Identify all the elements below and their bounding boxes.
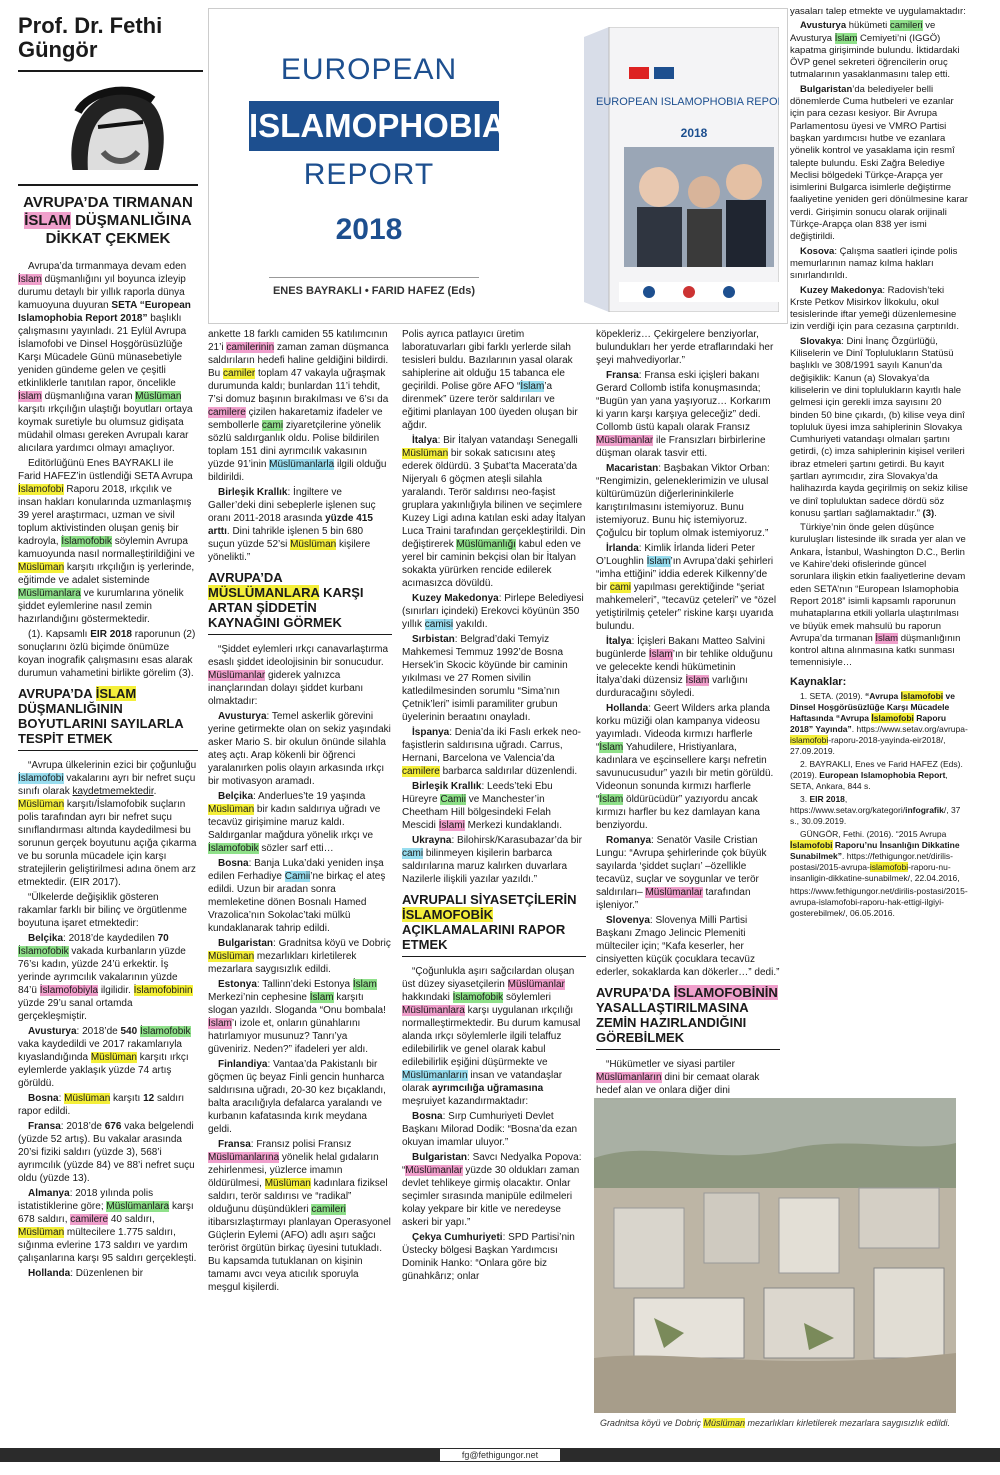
paragraph: Ukrayna: Bilohirsk/Karasubazar’da bir cami bilinmeyen kişilerin barbarca saldırılarına maruz kalırken duvarlara Nazilerle ilişkili yazılar yazıldı.” [402, 835, 582, 885]
section-heading: AVRUPALI SİYASETÇİLERİN İSLAMOFOBİK AÇIKLAMALARINI RAPOR ETMEK [402, 892, 586, 957]
paragraph: Kuzey Makedonya: Pirlepe Belediyesi (sınırları içindeki) Erekovci köyünün 350 yıllık camisi yakıldı. [402, 593, 584, 630]
report-cover [208, 8, 788, 324]
paragraph: Avusturya: Temel askerlik görevini yerine getirmekte olan on sekiz yaşındaki asker Mario S. bir okulun önünde silahla ateş açtı. Arap kökenli bir öğrenci yaralanırken polis olayın arkasında ırkçı bir motivasyon aramadı. [208, 711, 391, 787]
paragraph: Kosova: Çalışma saatleri içinde polis memurlarının namaz kılma hakları sınırlandırıldı. [790, 245, 958, 282]
paragraph: İtalya: İçişleri Bakanı Matteo Salvini bugünlerde İslam’ın bir tehlike olduğunu ve gelecekte kendi hükümetinin İtalya’daki düzensiz İslam varlığını durduracağını söyledi. [596, 636, 773, 699]
reference-item: 3. EIR 2018, https://www.setav.org/kategori/infografik/, 37 s., 30.09.2019. [790, 794, 961, 827]
references-title: Kaynaklar: [790, 675, 847, 688]
column-3 [402, 328, 586, 1433]
paragraph: Fransa: 2018’de 676 vaka belgelendi (yüzde 52 artış). Bu vakalar arasında 20’si fiziki saldırı (yüzde 3), 568’i ayrımcılık (yüzde 84) ve 88’i nefret suçu oldu (yüzde 13). [18, 1121, 195, 1184]
paragraph: Avusturya: 2018’de 540 İslamofobik vaka kaydedildi ve 2017 rakamlarıyla kıyaslandığında Müslüman karşıtı ırkçı eylemlerde yaklaşık yüzde 74 artış görüldü. [18, 1026, 191, 1089]
paragraph: Sırbistan: Belgrad’daki Temyiz Mahkemesi Temmuz 1992’de Bosna Hersek’in Skocic köyünde bir caminin yıkılması ve 27 Romen sivilin katledilmesinden sorumlu “Sima’nın Çetnik’leri” isimli paramiliter grubun üyelerinin beraatını onayladı. [402, 634, 568, 723]
reference-item: https://www.fethigungor.net/dirilis-postasi/2015-avrupa-islamofobi-raporu-hak-ettigi-ilgiyi-gosterebilmek/, 06.05.2016. [790, 886, 968, 919]
paragraph: İspanya: Denia’da iki Faslı erkek neo-faşistlerin saldırısına uğradı. Carrus, Hernani, Barcelona ve Valencia’da camilere barbarca saldırılar düzenlendi. [402, 727, 581, 777]
paragraph: Editörlüğünü Enes BAYRAKLI ile Farid HAFEZ’in üstlendiği SETA Avrupa İslamofobi Raporu 2018, ırkçılık ve insan hakları konularında uzmanlaşmış 39 yerel araştırmacı, uzman ve sivil toplum aktivistinden oluşan geniş bir kadroyla, İslamofobik söylemin Avrupa kamuoyunda nasıl normalleştirildiğini ve Müslüman karşıtı ırkçılığın iş yerlerinde, eğitimde ve adalet sisteminde Müslümanlara ve kurumlarına yönelik şiddet eylemlerine nasıl zemin hazırlandığını göstermektedir. [18, 458, 195, 625]
column-4 [596, 328, 780, 1096]
paragraph: Bulgaristan’da belediyeler belli dönemlerde Cuma hutbeleri ve ezanlar için para cezası kesiyor. Bir Avrupa Parlamentosu üyesi ve VMRO Partisi başkan yardımcısı hutbe ve ezanlara yönelik kontrol ve yasaklama için resmî talepte bulundu. Eski Zağra Belediye Meclisi bölgedeki Türkçe-Arapça yer isimlerini Bulgarca isimlerle değiştirme faaliyetine yeniden geri dönülmesine karar verdi. Girişimin sonucu olarak orijinali Türkçe-Arapça olan 838 yer ismi değiştirildi. [790, 83, 968, 243]
paragraph: “Hükümetler ve siyasi partiler Müslümanların dini bir cemaat olarak hedef alan ve onlara diğer dini [596, 1059, 760, 1096]
paragraph: Hollanda: Düzenlenen bir [28, 1268, 144, 1279]
paragraph: Avusturya hükümeti camileri ve Avusturya İslam Cemiyeti’ni (IGGÖ) kapatma girişiminde bulundu. İktidardaki ÖVP genel sekreteri öğrencilerin oruç tutmalarının yasaklanmasını talep etti. [790, 20, 960, 81]
paragraph: “Ülkelerde değişiklik gösteren rakamlar farklı bir bilinç ve örgütlenme boyutuna işaret etmektedir: [18, 892, 187, 929]
cover-title-line2: ISLAMOPHOBIA [249, 101, 499, 151]
paragraph: Fransa: Fransız polisi Fransız Müslümanlarına yönelik helal gıdaların zehirlenmesi, yüzlerce imamın öldürülmesi, Müslüman kadınlara fiziksel saldırı, terör saldırısı ve “radikal” olduğunu düşündükleri camileri itibarsızlaştırmayı planlayan Operasyonel Güçlerin Eylemi (AFO) adlı aşırı sağcı terörist örgütün birkaç üyesini tutukladı. Bu kapsamda tutuklanan on kişinin tamamı avcı veya atıcılık sporuyla meşgul kişilerdi. [208, 1139, 391, 1293]
section-heading: AVRUPA’DA İSLAM DÜŞMANLIĞININ BOYUTLARINI SAYILARLA TESPİT ETMEK [18, 686, 198, 751]
paragraph: Avrupa’da tırmanmaya devam eden İslam düşmanlığını yıl boyunca izleyip durumu detaylı bir yıllık raporla dünya kamuoyuna duyuran SETA “European Islamophobia Report 2018” başlıklı çalışmasını yayınladı. 21 Eylül Avrupa İslamofobi ve Dinsel Hoşgörüsüzlüğe Karşı Mücadele Günü münasebetiyle yeniden gündeme gelen ve çeşitli etkinliklerle tanıtılan rapor, öncelikle İslam düşmanlığına varan Müslüman karşıtı ırkçılığın ulaştığı boyutları ortaya koymak suretiyle bu olumsuz gidişata müdahil olması gereken Avrupalı karar alıcılara yardımcı olmayı amaçlıyor. [18, 261, 193, 454]
author-portrait [18, 70, 203, 170]
book-title-text: EUROPEAN ISLAMOPHOBIA REPORT [595, 96, 779, 108]
main-headline: AVRUPA’DA TIRMANAN İSLAM DÜŞMANLIĞINA DİKKAT ÇEKMEK [18, 184, 198, 252]
cemetery-photo [594, 1098, 956, 1413]
paragraph: Slovenya: Slovenya Milli Partisi Başkanı Zmago Jelincic Plemeniti mülteciler için; “Kafa keserler, her cinsiyetten küçük çocuklara tecavüz ederler, sokaklarda kan dökerler…” dedi.” [596, 915, 780, 978]
column-2 [208, 328, 392, 1433]
book-year-text: 2018 [680, 126, 708, 140]
paragraph: Romanya: Senatör Vasile Cristian Lungu: “Avrupa şehirlerinde çok büyük sayılarda ‘şiddet suçları’ –özellikle tecavüz, suçlar ve soygunlar ve terör saldırıları– Müslümanlar tarafından işleniyor.” [596, 835, 767, 911]
section-heading: AVRUPA’DA MÜSLÜMANLARA KARŞI ARTAN ŞİDDETİN KAYNAĞINI GÖRMEK [208, 570, 392, 635]
column-1 [18, 178, 198, 1433]
cover-year: 2018 [335, 213, 403, 246]
column-5 [790, 6, 968, 1094]
paragraph: Polis ayrıca patlayıcı üretim laboratuvarları gibi farklı yerlerde silah tesisleri buldu. Bazılarının yasal olarak sahiplerine ait olduğu 15 tabanca ele geçirildi. Polise göre AFO “İslam’a direnmek” üzere terör saldırıları ve eğitimi planlayan 100 üyeden oluşan bir ağdır. [402, 329, 578, 431]
footer [0, 1440, 1000, 1475]
cover-title-line3: REPORT [303, 158, 435, 191]
paragraph: ankette 18 farklı camiden 55 katılımcının 21’i camilerinin zaman zaman düşmanca saldırıların hedefi haline geldiğini bildirdi. Bu camiler toplam 47 vakayla uğraşmak durumunda kaldı; bunlardan 11’i tehdit, 7’si domuz başının bırakılması ve 6’sı da camilere çizilen hakaretamiz ifadeler ve sembollerle cami ziyaretçilerine yönelik sözlü saldırganlık oldu. Polise bildirilen toplam 151 dini ayrımcılık vakasının yüzde 91’inin Müslümanlarla ilgili olduğu bildirildi. [208, 329, 389, 483]
paragraph: Fransa: Fransa eski içişleri bakanı Gerard Collomb istifa konuşmasında; “Bugün yan yana yaşıyoruz… Korkarım ki yarın karşı karşıya geleceğiz” dedi. Collomb üstü kapalı olarak Fransız Müslümanlar ile Fransızları birbirlerine düşman olarak tasvir etti. [596, 370, 771, 459]
paragraph: Kuzey Makedonya: Radovish’teki Krste Petkov Misirkov İlkokulu, okul tesislerinde iftar yemeği düzenlemesine izin verdiği için para cezasına çarptırıldı. [790, 284, 959, 333]
reference-item: GÜNGÖR, Fethi. (2016). “2015 Avrupa İslamofobi Raporu’nu İnsanlığın Dikkatine Sunabilmek”. https://fethigungor.net/dirilis-postasi/2015-avrupa-islamofobi-raporu-nu-insanligin-dikkatine-sunabilmek/, 22.04.2016, [790, 829, 960, 884]
section-heading: AVRUPA’DA İSLAMOFOBİNİN YASALLAŞTIRILMASINA ZEMİN HAZIRLANDIĞINI GÖREBİLMEK [596, 985, 780, 1050]
paragraph: Slovakya: Dini İnanç Özgürlüğü, Kiliselerin ve Dinî Toplulukların Statüsü başlıklı ve 308/1991 sayılı Kanun’da değişiklik: Kanun (a) Slovakya’da kiliselerin ve dini toplulukların kayıtlı hale gelmesi için gerekli imza sayısını 20 binden 50 bine çıkardı, (b) kilise veya dinî topluluk üyesi imza sahiplerinin Slovakya Cumhuriyeti vatandaşı olmaları şartını getirdi, (c) imza sahiplerinin kişisel verileri ibraz etmeleri şartını getirdi. Bu kayıt şartları ayrımcıdır, zira Slovakya’da halihazırda kayda geçirilmiş on sekiz kilise ve dinî topluluktan sadece dördü söz konusu şartları sağlamaktadır.” (3). [790, 335, 968, 519]
paragraph: “Şiddet eylemleri ırkçı canavarlaştırma esaslı şiddet ideolojisinin bir sonucudur. Müslümanlar giderek yalnızca inançlarından dolayı şiddet kurbanı olmaktadır: [208, 644, 389, 707]
paragraph: İtalya: Bir İtalyan vatandaşı Senegalli Müslüman bir sokak satıcısını ateş ederek öldürdü. 3 Şubat’ta Macerata’da Nijeryalı 6 göçmen ateşli silahla yaralandı. Terör saldırısı neo-faşist gruplara yakınlığıyla bilinen ve seçimlere Kuzey Ligi adına katılan eski aday İtalyan Luca Traini tarafından gerçekleştirildi. Din değiştirerek Müslümanlığı kabul eden ve yerel bir caminin bekçisi olan bir İtalyan sokakta yürürken rencide edilerek acımasızca dövüldü. [402, 435, 586, 589]
paragraph: Almanya: 2018 yılında polis istatistiklerine göre; Müslümanlara karşı 678 saldırı, camilere 40 saldırı, Müslüman mültecilere 1.775 saldırı, sığınma evlerine 173 saldırı ve yardım çalışanlarına karşı 95 saldırı gerçekleşti. [18, 1188, 197, 1264]
paragraph: Çekya Cumhuriyeti: SPD Partisi’nin Üstecky bölgesi Başkan Yardımcısı Dominik Hanko: “Onlara göre biz günahkârız; onlar [402, 1232, 575, 1282]
paragraph: Finlandiya: Vantaa’da Pakistanlı bir göçmen üç beyaz Finli gencin hunharca saldırısına uğradı, 20-30 kez bıçaklandı, balta aracılığıyla defalarca yaralandı ve kurbanın kafatasında kırık meydana geldi. [208, 1059, 386, 1135]
paragraph: Belçika: 2018’de kaydedilen 70 İslamofobik vakada kurbanların yüzde 76’sı kadın, yüzde 24’ü erkektir. İş yerinde ayrımcılık vakalarının yüzde 84’ü İslamofobiyla ilgilidir. İslamofobinin yüzde 29’u sanal ortamda gerçekleşmiştir. [18, 933, 193, 1022]
paragraph: (1). Kapsamlı EIR 2018 raporunun (2) sonuçlarını özlü biçimde önümüze koyan inografik çalışmasını esas alarak durumun vahametini birlikte görelim (3). [18, 629, 196, 679]
photo-caption: Gradnitsa köyü ve Dobriç Müslüman mezarlıkları kirletilerek mezarlara saygısızlık edildi. [599, 1418, 951, 1428]
paragraph: Birleşik Krallık: Leeds’teki Ebu Hüreyre Camii ve Manchester’in Cheetham Hill bölgesindeki Felah Mescidi İslami Merkezi kundaklandı. [402, 781, 563, 831]
paragraph: köpekleriz… Çekirgelere benziyorlar, bulundukları her yerde etraflarındaki her şeyi mahvediyorlar.” [596, 329, 774, 366]
paragraph: Türkiye’nin önde gelen düşünce kuruluşları listesinde ilk sırada yer alan ve Ankara, İstanbul, Washington D.C., Berlin ve Kahire’deki ofislerinde güncel sorunlara ilişkin etkin faaliyetlerine devam eden SETA’nın “European Islamophobia Report 2018” isimli kapsamlı raporunun muhataplarına etkili yollarla ulaştırılması ve büyük emek mahsulü bu raporun Avrupa’da tırmanan İslam düşmanlığının kontrol altına alınmasına katkı sunması temennisiyle… [790, 522, 966, 669]
reference-item: 2. BAYRAKLI, Enes ve Farid HAFEZ (Eds). (2019). European Islamophobia Report, SETA, Ankara, 844 s. [790, 759, 963, 792]
cover-editors: ENES BAYRAKLI • FARID HAFEZ (Eds) [269, 277, 479, 298]
paragraph: Macaristan: Başbakan Viktor Orban: “Rengimizin, geleneklerimizin ve ulusal kültürümüzün diğerlerininkilerle karıştırılmasını istemiyoruz. Bunu istemiyoruz. Bunu hiç istemiyoruz. Çoğulcu bir toplum olmak istemiyoruz.” [596, 463, 770, 539]
paragraph: Bosna: Müslüman karşıtı 12 saldırı rapor edildi. [18, 1093, 185, 1117]
paragraph: Bulgaristan: Savcı Nedyalka Popova: “Müslümanlar yüzde 30 oldukları zaman devlet tehlikeye girmiş olacaktır. Onlar seçimler sırasında manipüle edilmeleri kolay yekpare bir kitle ve neredeyse askeri bir yapı.” [402, 1152, 582, 1228]
paragraph: Bulgaristan: Gradnitsa köyü ve Dobriç Müslüman mezarlıkları kirletilerek mezarlara saygısızlık edildi. [208, 938, 391, 975]
footer-email[interactable]: fg@fethigungor.net [440, 1449, 560, 1461]
paragraph: “Çoğunlukla aşırı sağcılardan oluşan üst düzey siyasetçilerin Müslümanlar hakkındaki İslamofobik söylemleri Müslümanlara karşı uygulanan ırkçılığı normalleştirmektedir. Bu durum kamusal alanda ırkçı söylemlerle ilgili telaffuz edilebilirlik ve genel olarak kabul edilebilirlik eşiğini düşürmekte ve Müslümanların insan ve vatandaşlar olarak ayrımcılığa uğramasına meşruiyet kazandırmaktadır: [402, 966, 581, 1107]
paragraph: Belçika: Anderlues’te 19 yaşında Müslüman bir kadın saldırıya uğradı ve tecavüz girişimine maruz kaldı. Saldırganlar mağdura yönelik ırkçı ve İslamofobik sözler sarf etti… [208, 791, 381, 854]
author-name: Prof. Dr. Fethi Güngör [18, 13, 163, 62]
paragraph: İrlanda: Kimlik İrlanda lideri Peter O’Loughlin İslam’ın Avrupa’daki şehirleri “imha ettiğini” iddia ederek Kilkenny’de bir cami yapılması gerektiğinde “şeriat mahkemeleri”, “tecavüz çeteleri” ve “özel yetiştirilmiş çeteler” riskine karşı uyarıda bulundu. [596, 543, 777, 632]
book-image [569, 27, 779, 312]
reference-item: 1. SETA. (2019). “Avrupa İslamofobi ve Dinsel Hoşgörüsüzlüğe Karşı Mücadele Haftasında “Avrupa İslamofobi Raporu 2018” Yayında”. https://www.setav.org/avrupa-islamofobi-raporu-2018-yayinda-eir2018/, 27.09.2019. [790, 691, 968, 757]
paragraph: Bosna: Banja Luka’daki yeniden inşa edilen Ferhadiye Camii’ne birkaç el ateş edildi. Uzun bir aradan sonra memleketine dönen Bosnalı Hamed Vrazolica’nın Sokolac’taki mülkü kundaklanarak tahrip edildi. [208, 858, 386, 934]
paragraph: Estonya: Tallinn’deki Estonya İslam Merkezi’nin cephesine İslam karşıtı slogan yazıldı. Sloganda “Onu bombala! İslam’ı izole et, onların günahlarını hatırlamıyor musunuz? Tanrı’ya güveniriz. Neden?” ifadeleri yer aldı. [208, 979, 386, 1055]
cover-title-line1: EUROPEAN [280, 53, 458, 86]
paragraph: Bosna: Sırp Cumhuriyeti Devlet Başkanı Milorad Dodik: “Bosna’da ezan okuyan imamlar uluyor.” [402, 1111, 578, 1148]
paragraph: yasaları talep etmekte ve uygulamaktadır: [790, 6, 966, 17]
paragraph: Birleşik Krallık: İngiltere ve Galler’deki dini sebeplerle işlenen suç oranı 2011-2018 arasında yüzde 415 arttı. Dini tahrikle işlenen 5 bin 680 suçun yüzde 52’si Müslüman kişilere yönelikti.” [208, 487, 376, 563]
paragraph: Hollanda: Geert Wilders arka planda korku müziği olan kampanya videosu yayımladı. Videoda kırmızı harflerle “İslam Yahudilere, Hristiyanlara, kadınlara ve eşcinsellere karşı nefretin savunucusudur” yazılı bir metin görüldü. Videonun sonunda kırmızı harflerle “İslam öldürücüdür” yazıyordu ancak kırmızı harfler bu kez damlayan kana benziyordu. [596, 703, 774, 831]
paragraph: “Avrupa ülkelerinin ezici bir çoğunluğu İslamofobi vakalarını ayrı bir nefret suçu sınıfı olarak kaydetmemektedir. Müslüman karşıtı/İslamofobik suçların polis tarafından ayrı bir nefret suçu sınıflandırması altında kaydedilmesi bu sorunun gerçek boyutunu açığa çıkarma ve bu sorunla mücadele için karşı stratejilerin geliştirilmesi adına önem arz etmektedir. (EIR 2017). [18, 760, 197, 888]
